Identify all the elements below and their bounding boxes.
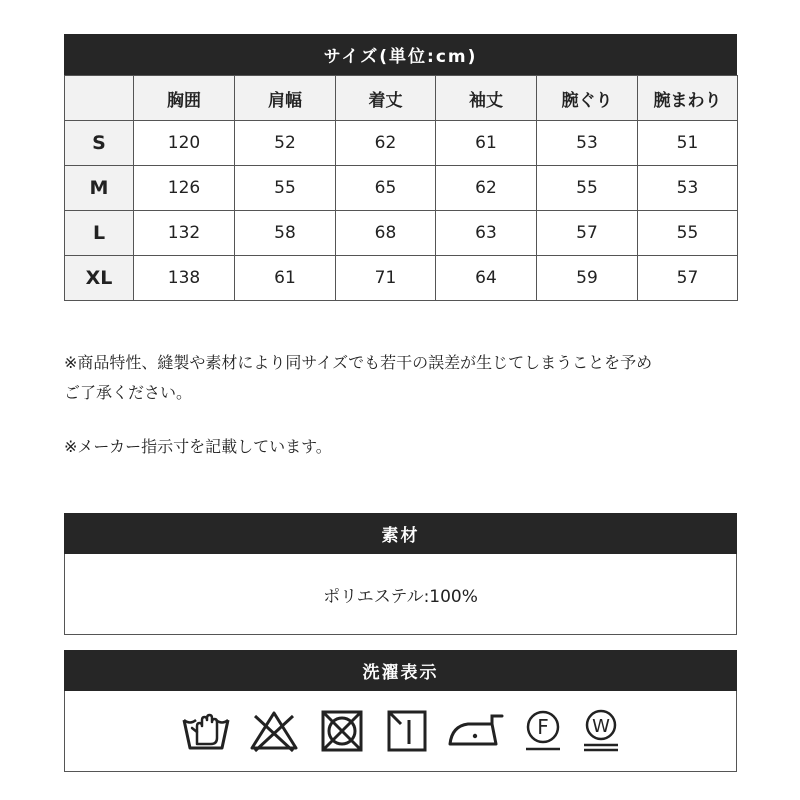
- row-header-size: L: [65, 211, 134, 256]
- table-corner-cell: [65, 76, 134, 121]
- care-icons: [180, 708, 622, 754]
- table-cell: 138: [134, 256, 235, 301]
- maker-note: [64, 432, 744, 462]
- table-cell: 53: [537, 121, 638, 166]
- table-cell: 57: [638, 256, 738, 301]
- care-box: [64, 691, 737, 772]
- size-table-header-row: [65, 76, 738, 121]
- table-cell: 52: [235, 121, 336, 166]
- hand-wash-icon: [180, 708, 232, 754]
- column-header-armhole: 腕ぐり: [537, 76, 638, 121]
- table-cell: 62: [436, 166, 537, 211]
- size-table-title-text: サイズ(単位:cm): [323, 47, 478, 67]
- table-cell: 65: [336, 166, 436, 211]
- wet-clean-letter: W: [591, 716, 610, 737]
- table-row: [65, 166, 738, 211]
- table-cell: 57: [537, 211, 638, 256]
- care-title-text: 洗濯表示: [362, 663, 439, 683]
- note-line-1: ※商品特性、縫製や素材により同サイズでも若干の誤差が生じてしまうことを予め: [64, 353, 653, 372]
- row-header-size: S: [65, 121, 134, 166]
- table-cell: 63: [436, 211, 537, 256]
- material-title-text: 素材: [381, 526, 420, 546]
- table-cell: 53: [638, 166, 738, 211]
- column-header-chest: 胸囲: [134, 76, 235, 121]
- no-bleach-icon: [248, 708, 300, 754]
- note-line-3: ※メーカー指示寸を記載しています。: [64, 437, 332, 456]
- no-tumble-dry-icon: [316, 708, 368, 754]
- wet-clean-w-icon: [580, 708, 622, 754]
- table-cell: 62: [336, 121, 436, 166]
- table-cell: 55: [235, 166, 336, 211]
- dry-clean-f-icon: [522, 708, 564, 754]
- care-title: [64, 650, 737, 691]
- size-table: [64, 75, 738, 301]
- column-header-arm-circumference: 腕まわり: [638, 76, 738, 121]
- table-cell: 61: [436, 121, 537, 166]
- notes: [64, 348, 744, 408]
- table-cell: 120: [134, 121, 235, 166]
- table-row: [65, 256, 738, 301]
- column-header-shoulder: 肩幅: [235, 76, 336, 121]
- table-cell: 68: [336, 211, 436, 256]
- table-cell: 55: [537, 166, 638, 211]
- table-row: [65, 121, 738, 166]
- row-header-size: XL: [65, 256, 134, 301]
- table-cell: 64: [436, 256, 537, 301]
- iron-low-icon: [446, 708, 506, 754]
- table-cell: 71: [336, 256, 436, 301]
- table-cell: 58: [235, 211, 336, 256]
- material-value: ポリエステル:100%: [323, 586, 478, 607]
- table-cell: 55: [638, 211, 738, 256]
- table-cell: 51: [638, 121, 738, 166]
- material-title: [64, 513, 737, 554]
- table-cell: 126: [134, 166, 235, 211]
- dry-clean-letter: F: [536, 715, 549, 739]
- column-header-length: 着丈: [336, 76, 436, 121]
- table-cell: 132: [134, 211, 235, 256]
- column-header-sleeve: 袖丈: [436, 76, 537, 121]
- row-header-size: M: [65, 166, 134, 211]
- line-dry-shade-icon: [384, 708, 430, 754]
- table-row: [65, 211, 738, 256]
- table-cell: 59: [537, 256, 638, 301]
- note-line-2: ご了承ください。: [64, 383, 193, 402]
- size-table-title: [64, 34, 737, 75]
- table-cell: 61: [235, 256, 336, 301]
- material-box: [64, 554, 737, 635]
